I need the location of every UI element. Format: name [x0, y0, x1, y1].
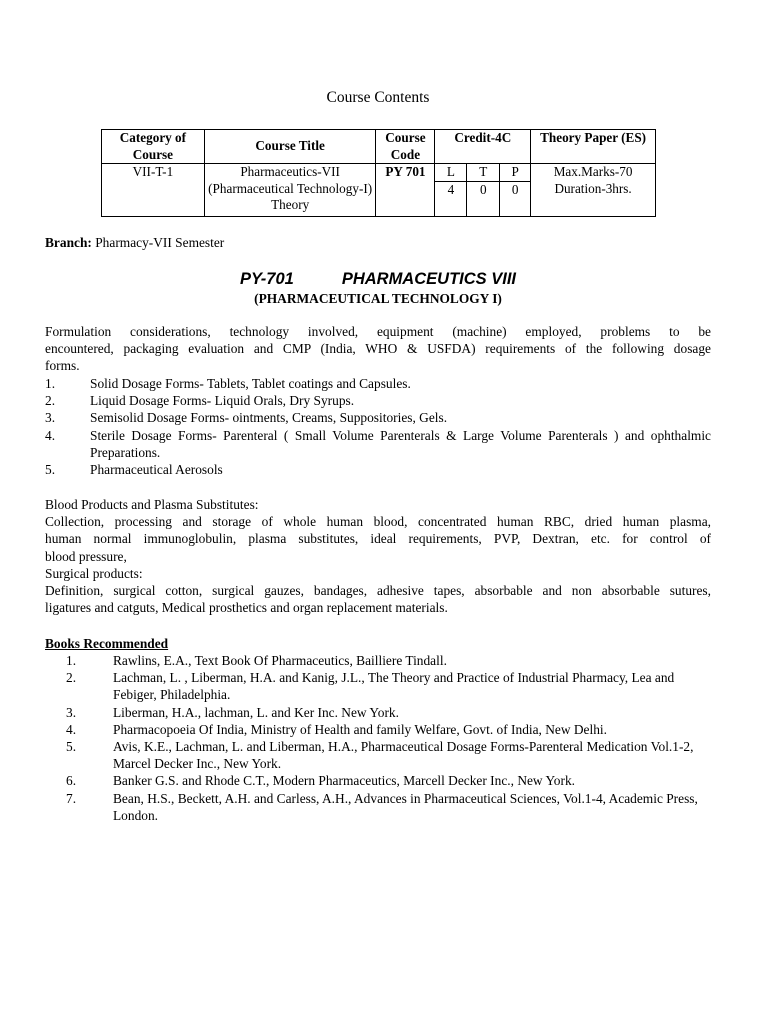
list-item-number: 2. — [66, 670, 77, 686]
cell-title: Pharmaceutics-VII (Pharmaceutical Technology-I) Theory — [204, 164, 376, 217]
blood-line-1: Collection, processing and storage of whole human blood, concentrated human RBC, dried human plasma, — [45, 514, 711, 530]
list-item-text: Lachman, L. , Liberman, H.A. and Kanig, J.L., The Theory and Practice of Industrial Pharmacy, Lea and Febiger, Philadelphia. — [113, 670, 675, 703]
branch-value: Pharmacy-VII Semester — [95, 235, 225, 250]
list-item-number: 7. — [66, 790, 77, 806]
blood-heading: Blood Products and Plasma Substitutes: — [45, 497, 259, 512]
subject-name: PHARMACEUTICS VIII — [341, 270, 516, 288]
list-item — [45, 392, 711, 409]
list-item-number: 6. — [66, 773, 77, 789]
blood-line-2: human normal immunoglobulin, plasma substitutes, ideal requirements, PVP, Dextran, etc. for control of — [45, 531, 711, 547]
list-item — [45, 409, 711, 426]
header-theory: Theory Paper (ES) — [531, 130, 656, 164]
header-title: Course Title — [204, 130, 376, 164]
surgical-line-2: ligatures and catguts, Medical prosthetics and organ replacement materials. — [45, 600, 448, 616]
cell-code: PY 701 — [376, 164, 435, 217]
list-item-number: 3. — [45, 410, 56, 426]
cell-theory — [531, 164, 656, 217]
page-heading: Course Contents — [326, 89, 430, 106]
list-item-text: Banker G.S. and Rhode C.T., Modern Pharmaceutics, Marcell Decker Inc., New York. — [113, 773, 575, 789]
list-item-text: Bean, H.S., Beckett, A.H. and Carless, A.H., Advances in Pharmaceutical Sciences, Vol.1-4, Academic Press, London. — [113, 790, 698, 823]
intro-paragraph — [45, 323, 711, 375]
list-item — [66, 704, 706, 721]
list-item — [66, 772, 706, 789]
list-item-text: Pharmacopoeia Of India, Ministry of Health and family Welfare, Govt. of India, New Delhi. — [113, 721, 607, 737]
list-item-number: 5. — [45, 462, 56, 478]
intro-line-2: encountered, packaging evaluation and CMP (India, WHO & USFDA) requirements of the following dosage — [45, 341, 711, 357]
branch-line — [45, 234, 224, 251]
cell-credit-p-label: P — [500, 164, 531, 182]
list-item — [66, 721, 706, 738]
intro-line-3: forms. — [45, 358, 80, 374]
surgical-line-1: Definition, surgical cotton, surgical gauzes, bandages, adhesive tapes, absorbable and non absorbable sutures, — [45, 583, 711, 599]
blood-line-3: blood pressure, — [45, 548, 127, 564]
list-item-text: Avis, K.E., Lachman, L. and Liberman, H.A., Pharmaceutical Dosage Forms-Parenteral Medication Vol.1-2, Marcel Decker Inc., New York. — [113, 739, 694, 772]
branch-label: Branch: — [45, 235, 92, 250]
list-item-text: Sterile Dosage Forms- Parenteral ( Small Volume Parenterals & Large Volume Parenterals ) and ophthalmic Preparations. — [90, 427, 711, 460]
list-item-number: 2. — [45, 393, 56, 409]
list-item — [66, 669, 706, 703]
intro-line-1: Formulation considerations, technology involved, equipment (machine) employed, problems to be — [45, 324, 711, 339]
list-item-number: 4. — [45, 427, 56, 443]
list-item-text: Solid Dosage Forms- Tablets, Tablet coatings and Capsules. — [90, 376, 411, 391]
surgical-heading: Surgical products: — [45, 565, 143, 581]
list-item — [45, 375, 711, 392]
cell-theory-marks: Max.Marks-70 — [553, 164, 633, 179]
list-item-number: 1. — [66, 653, 77, 668]
list-item — [66, 652, 706, 669]
books-heading: Books Recommended — [45, 636, 169, 651]
cell-category: VII-T-1 — [102, 164, 205, 217]
cell-credit-l-label: L — [435, 164, 467, 182]
list-item — [66, 738, 706, 772]
header-code: Course Code — [376, 130, 435, 164]
cell-credit-t-label: T — [467, 164, 500, 182]
blood-products-section — [45, 496, 711, 616]
table-row — [102, 164, 656, 182]
list-item — [66, 790, 706, 824]
list-item — [45, 427, 711, 461]
list-item-text: Liquid Dosage Forms- Liquid Orals, Dry Syrups. — [90, 393, 355, 409]
subject-title — [0, 269, 756, 289]
list-item-number: 1. — [45, 376, 56, 391]
dosage-forms-list — [45, 375, 711, 478]
cell-credit-p: 0 — [500, 181, 531, 216]
list-item-number: 3. — [66, 704, 77, 720]
subject-subtitle: (PHARMACEUTICAL TECHNOLOGY I) — [254, 291, 502, 306]
cell-credit-l: 4 — [435, 181, 467, 216]
cell-credit-t: 0 — [467, 181, 500, 216]
header-credit: Credit-4C — [435, 130, 531, 164]
list-item-number: 4. — [66, 721, 77, 737]
list-item-text: Pharmaceutical Aerosols — [90, 462, 223, 478]
course-table — [101, 129, 656, 217]
header-category: Category of Course — [102, 130, 205, 164]
list-item-text: Liberman, H.A., lachman, L. and Ker Inc. New York. — [113, 704, 399, 720]
subject-code: PY-701 — [240, 270, 294, 288]
list-item-number: 5. — [66, 739, 77, 755]
books-list — [66, 652, 706, 824]
list-item-text: Semisolid Dosage Forms- ointments, Creams, Suppositories, Gels. — [90, 410, 448, 426]
cell-theory-duration: Duration-3hrs. — [554, 180, 632, 196]
list-item — [45, 461, 711, 478]
table-header-row — [102, 130, 656, 164]
list-item-text: Rawlins, E.A., Text Book Of Pharmaceutics, Bailliere Tindall. — [113, 653, 447, 668]
